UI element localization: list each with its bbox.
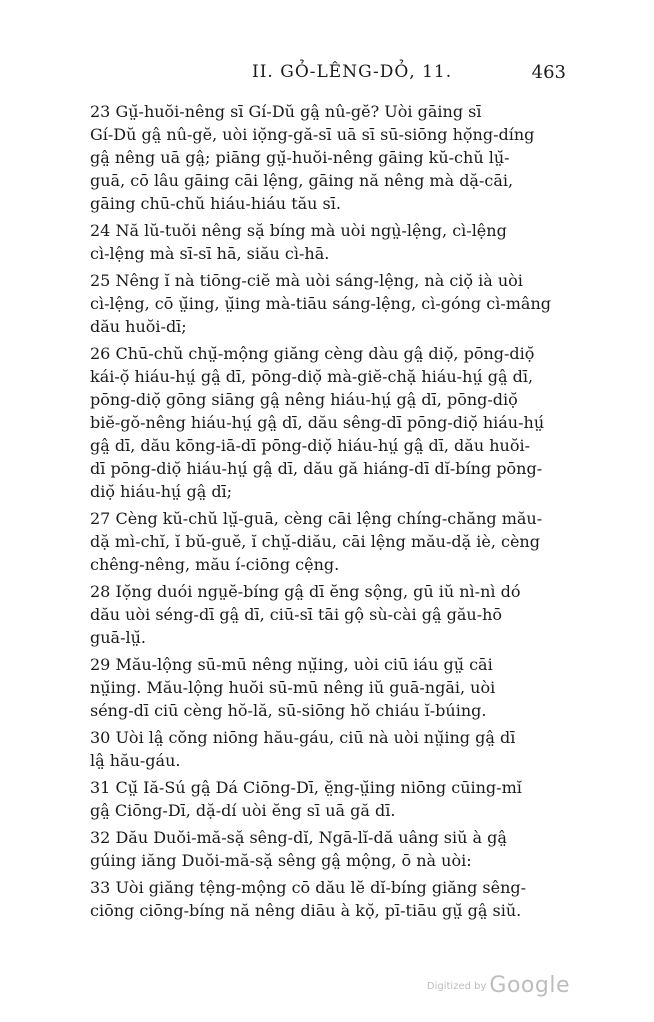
text-line: pōng-diọ̆ gōng siāng gâ̤ nêng hiáu-hṳ́ gâ̤ dī, pōng-diọ̆: [90, 390, 518, 409]
verse-paragraph: [90, 876, 566, 922]
digitized-by-label: Digitized by: [426, 981, 487, 992]
text-line: cì-lệng mà sī-sī hā, siău cì-hā.: [90, 244, 330, 263]
text-line: 28 Iọ̆ng duói ngṳĕ-bíng gâ̤ dī ĕng sộng, gū iŭ nì-nì dó: [90, 582, 521, 601]
text-line: ciōng ciōng-bíng nă nêng diāu à kọ̆, pī-tiāu gṳ̆ gâ̤ siŭ.: [90, 901, 522, 920]
verse-paragraph: [90, 342, 566, 503]
verse-paragraph: [90, 269, 566, 338]
google-logo: Google: [489, 973, 570, 998]
verse-paragraph: [90, 653, 566, 722]
text-line: gâ̤ Ciōng-Dī, dặ-dí uòi ĕng sī uā gă dī.: [90, 801, 396, 820]
text-line: 24 Nă lŭ-tuŏi nêng sặ bíng mà uòi ngṳ̀-lệng, cì-lệng: [90, 221, 507, 240]
verse-paragraph: [90, 726, 566, 772]
digitizer-watermark: [427, 973, 570, 998]
scripture-text: [90, 100, 566, 926]
text-line: dī pōng-diọ̆ hiáu-hṳ́ gâ̤ dī, dău gă hiáng-dī dĭ-bíng pōng-: [90, 459, 543, 478]
page-number: 463: [531, 62, 566, 83]
text-line: 23 Gṳ̆-huŏi-nêng sī Gí-Dŭ gâ̤ nû-gĕ? Uòi gāing sī: [90, 102, 482, 121]
text-line: dău huŏi-dī;: [90, 317, 187, 336]
text-line: kái-ọ̆ hiáu-hṳ́ gâ̤ dī, pōng-diọ̆ mà-giĕ-chặ hiáu-hṳ́ gâ̤ dī,: [90, 367, 534, 386]
text-line: 25 Nêng ĭ nà tiōng-ciĕ mà uòi sáng-lệng, nà ciọ̆ ià uòi: [90, 271, 523, 290]
text-line: 30 Uòi lâ̤ cŏng niōng hău-gáu, ciū nà uòi nṳ̆ing gâ̤ dī: [90, 728, 516, 747]
text-line: dău uòi séng-dī gâ̤ dī, ciū-sī tāi gộ sù-cài gâ̤ gău-hō: [90, 605, 503, 624]
text-line: guā, cō lâu gāing cāi lệng, gāing nă nêng mà dặ-cāi,: [90, 171, 514, 190]
verse-paragraph: [90, 507, 566, 576]
verse-paragraph: [90, 580, 566, 649]
text-line: nṳ̆ing. Mău-lộng huŏi sū-mū nêng iŭ guā-ngāi, uòi: [90, 678, 496, 697]
text-line: biĕ-gŏ-nêng hiáu-hṳ́ gâ̤ dī, dău sêng-dī pōng-diọ̆ hiáu-hṳ́: [90, 413, 545, 432]
text-line: 31 Cṳ̆ Iă-Sú gâ̤ Dá Ciōng-Dī, ĕ̤ng-ṳ̆ing niōng cūing-mĭ: [90, 778, 522, 797]
text-line: chêng-nêng, mău í-ciōng cệng.: [90, 555, 340, 574]
running-title: II. GỎ-LÊNG-DỎ, 11.: [252, 62, 453, 82]
text-line: lâ̤ hău-gáu.: [90, 751, 181, 770]
verse-paragraph: [90, 100, 566, 215]
text-line: diọ̆ hiáu-hṳ́ gâ̤ dī;: [90, 482, 233, 501]
verse-paragraph: [90, 776, 566, 822]
text-line: 26 Chū-chŭ chṳ̆-mộng giăng cèng dàu gâ̤ diọ̆, pōng-diọ̆: [90, 344, 535, 363]
text-line: dặ mì-chĭ, ĭ bŭ-guĕ, ĭ chṳ̆-diău, cāi lệng mău-dặ iè, cèng: [90, 532, 540, 551]
text-line: 32 Dău Duŏi-mă-sặ sêng-dĭ, Ngā-lĭ-dă uâng siŭ à gâ̤: [90, 828, 507, 847]
text-line: séng-dī ciū cèng hŏ-lă, sū-siōng hŏ chiáu ĭ-búing.: [90, 701, 487, 720]
text-line: gâ̤ nêng uā gâ̤; piāng gṳ̆-huŏi-nêng gāing kŭ-chŭ lṳ̆-: [90, 148, 510, 167]
text-line: gāing chū-chŭ hiáu-hiáu tău sī.: [90, 194, 341, 213]
verse-paragraph: [90, 219, 566, 265]
page-header: [90, 62, 566, 86]
text-line: gúing iăng Duŏi-mă-sặ sêng gâ̤ mộng, ō nà uòi:: [90, 851, 472, 870]
text-line: guā-lṳ̆.: [90, 628, 146, 647]
text-line: Gí-Dŭ gâ̤ nû-gĕ, uòi iọ̆ng-gă-sī uā sī sū-siōng họ̆ng-díng: [90, 125, 535, 144]
text-line: 33 Uòi giăng tệng-mộng cō dău lĕ dĭ-bíng giăng sêng-: [90, 878, 527, 897]
text-line: gâ̤ dī, dău kōng-iā-dī pōng-diọ̆ hiáu-hṳ́ gâ̤ dī, dău huŏi-: [90, 436, 530, 455]
text-line: 27 Cèng kŭ-chŭ lṳ̆-guā, cèng cāi lệng chíng-chăng mău-: [90, 509, 543, 528]
verse-paragraph: [90, 826, 566, 872]
text-line: 29 Mău-lộng sū-mū nêng nṳ̆ing, uòi ciū iáu gṳ̆ cāi: [90, 655, 493, 674]
text-line: cì-lệng, cō ṳ̆ing, ṳ̆ing mà-tiāu sáng-lệng, cì-góng cì-mâng: [90, 294, 551, 313]
